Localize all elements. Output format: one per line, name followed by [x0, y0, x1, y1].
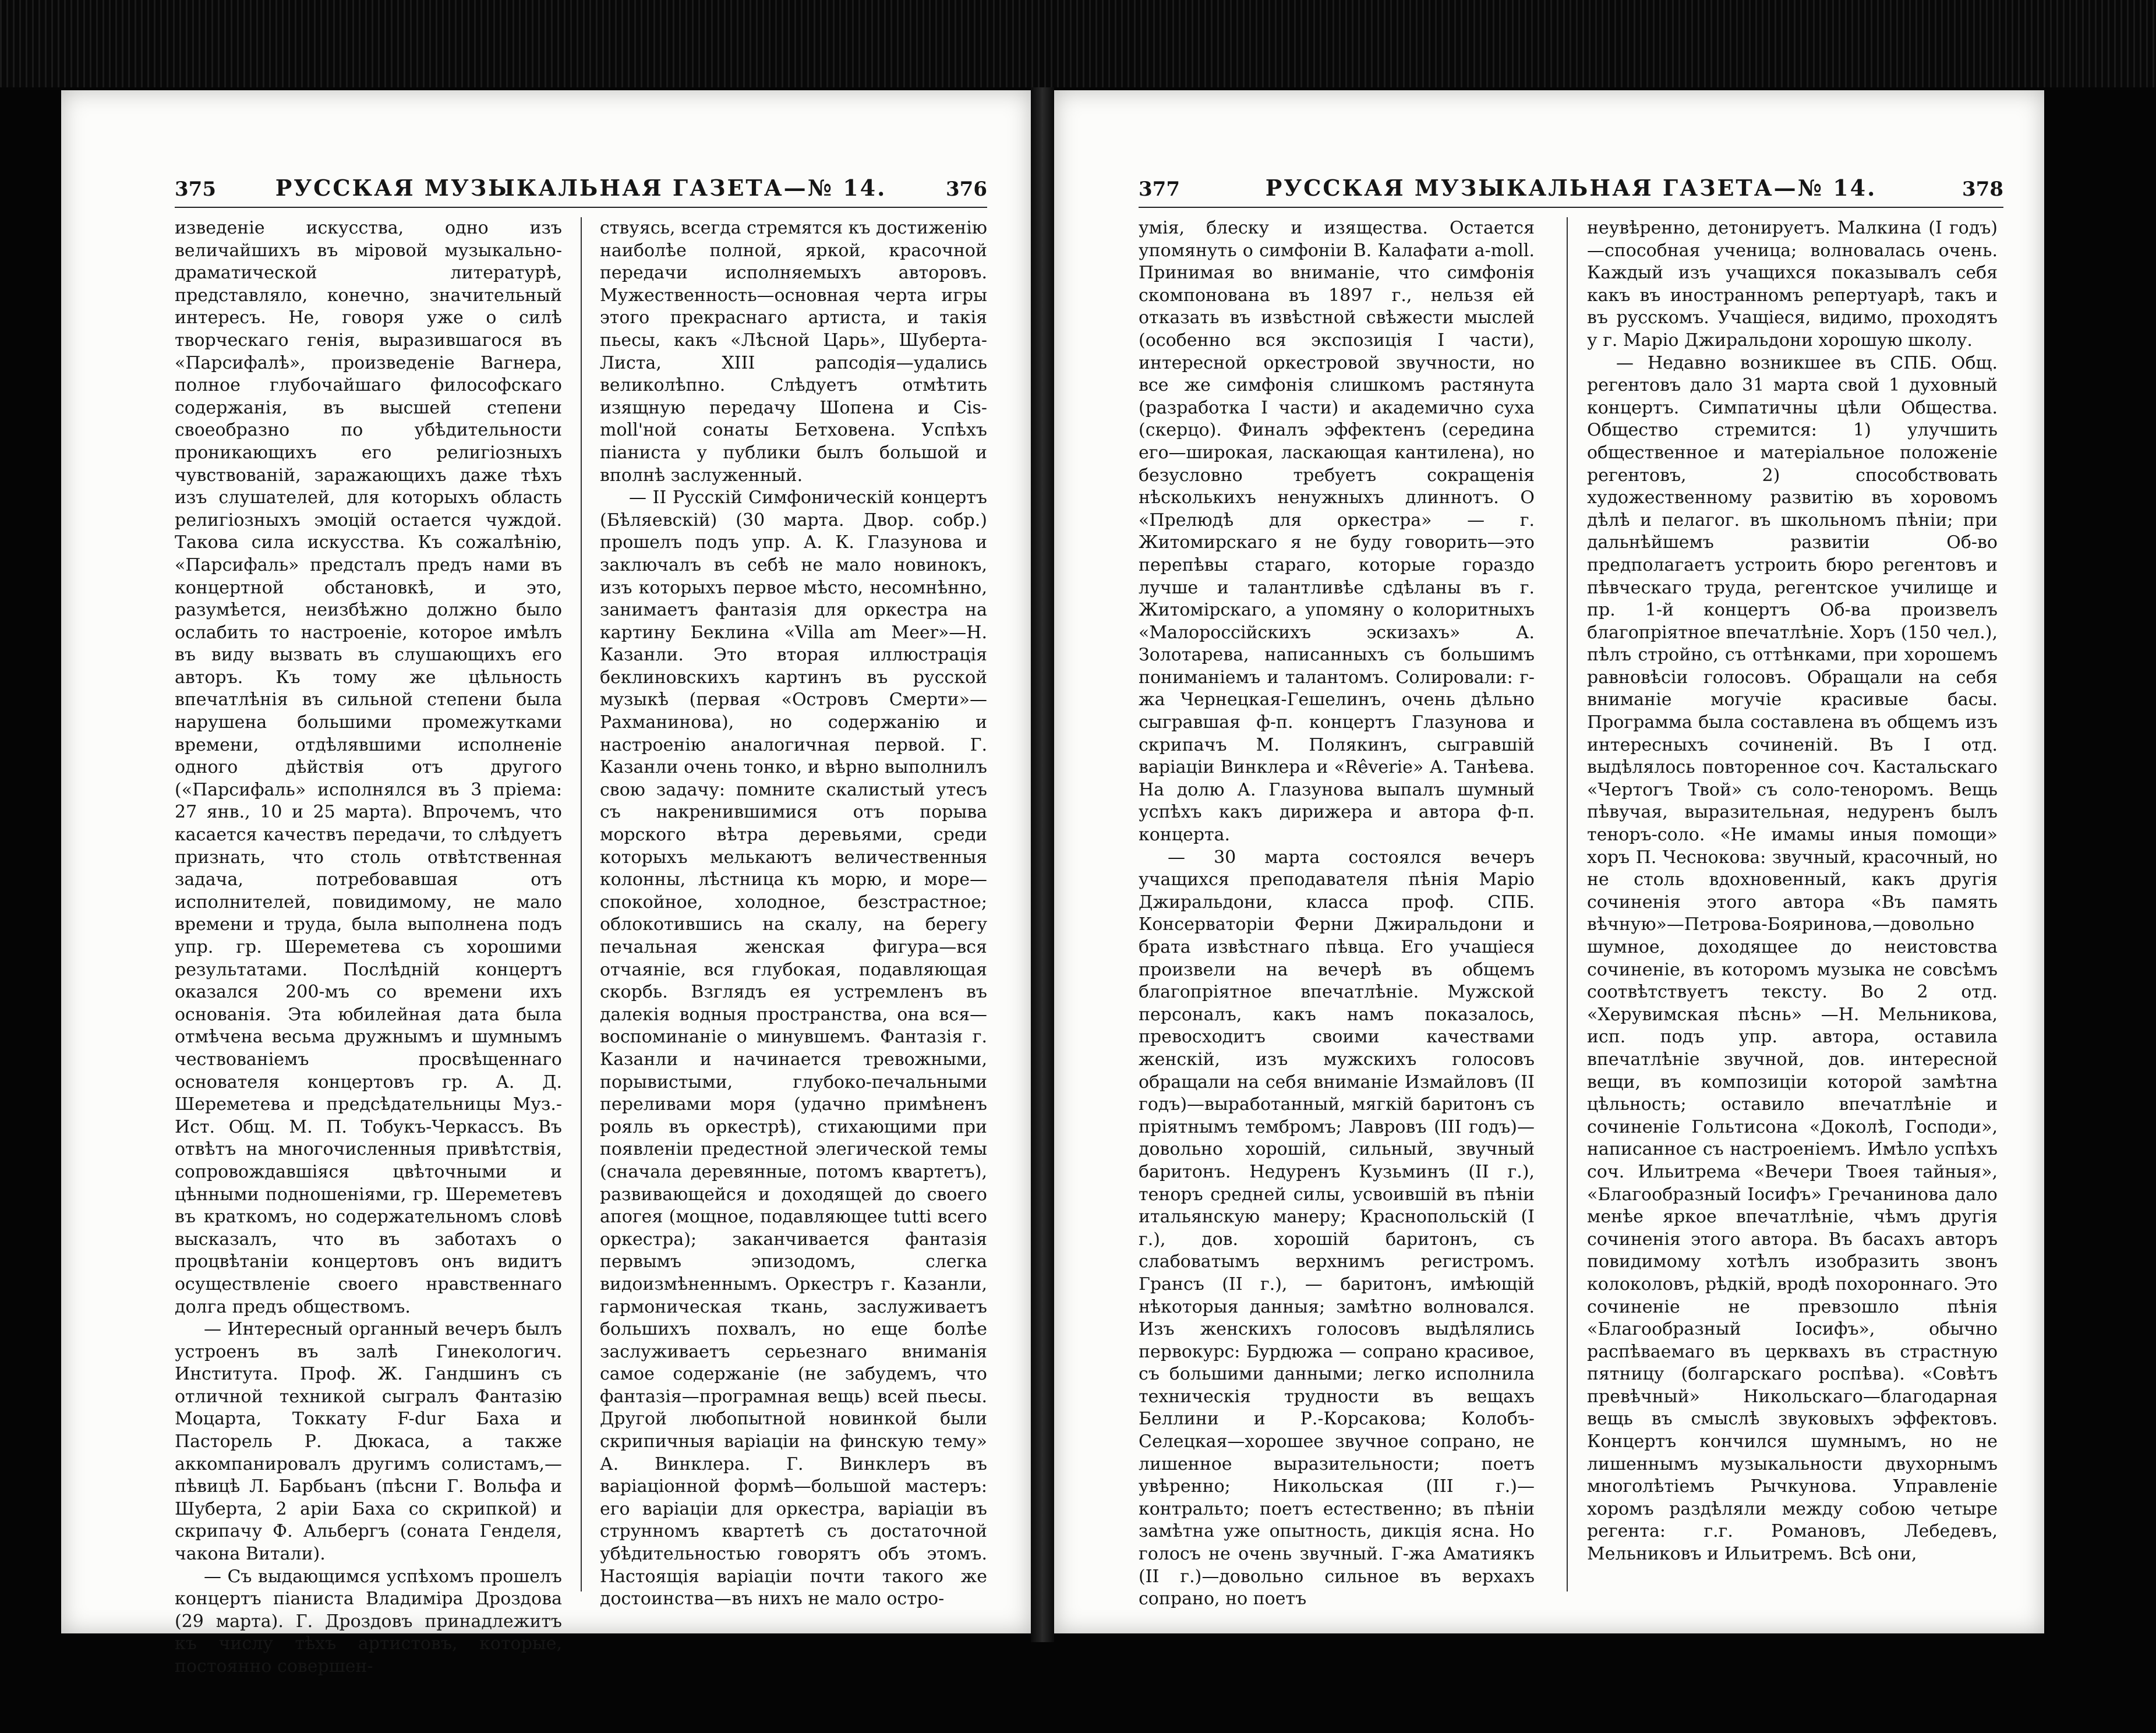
- paragraph: — Съ выдающимся успѣхомъ прошелъ концертъ піаниста Владиміра Дроздова (29 марта). Г. Дроздовъ принадлежитъ къ числу тѣхъ артистовъ, которые, постоянно совершен-: [175, 1566, 568, 1677]
- right-page-header: [1139, 160, 2003, 208]
- page-number-375: 375: [175, 178, 216, 201]
- column-page-375: [175, 217, 568, 1677]
- page-number-378: 378: [1962, 178, 2003, 201]
- paragraph: — Интересный органный вечеръ былъ устроенъ въ залѣ Гинекологич. Института. Проф. Ж. Гандшинъ съ отличной техникой сыгралъ Фантазію Моцарта, Токкату F-dur Баха и Пасторель Р. Дюкаса, а также аккомпанировалъ другимъ солистамъ,—пѣвицѣ Л. Барбьанъ (пѣсни Г. Вольфа и Шуберта, 2 аріи Баха со скрипкой) и скрипачу Ф. Альбергъ (соната Генделя, чакона Витали).: [175, 1319, 568, 1565]
- page-number-376: 376: [946, 178, 987, 201]
- paragraph: — 30 марта состоялся вечеръ учащихся преподавателя пѣнія Маріо Джиральдони, класса проф. СПБ. Консерваторіи Ферни Джиральдони и брата извѣстнаго пѣвца. Его учащіеся произвели на вечерѣ въ общемъ благопріятное впечатлѣніе. Мужской персоналъ, какъ намъ показалось, превосходитъ своими качествами женскій, изъ мужскихъ голосовъ обращали на себя вниманіе Измайловъ (II годъ)—выработанный, мягкій баритонъ съ пріятнымъ тембромъ; Лавровъ (III годъ)—довольно хорошій, сильный, звучный баритонъ. Недуренъ Кузьминъ (II г.), теноръ средней силы, усвоившій въ пѣніи итальянскую манеру; Краснопольскій (I г.), дов. хорошій баритонъ, съ слабоватымъ верхнимъ регистромъ. Грансъ (II г.), — баритонъ, имѣющій нѣкоторыя данныя; замѣтно волновался. Изъ женскихъ голосовъ выдѣлялись первокурс: Бурдюжа — сопрано красивое, съ большими данными; легко исполнила техническія трудности въ вещахъ Беллини и Р.-Корсакова; Колобъ-Селецкая—хорошее звучное сопрано, не лишенное выразительности; поетъ увѣренно; Никольская (III г.)—контральто; поетъ естественно; въ пѣніи замѣтна уже опытность, дикція ясна. Но голосъ не очень звучный. Г-жа Аматиякъ (II г.)—довольно сильное въ верхахъ сопрано, но поетъ: [1139, 847, 1540, 1610]
- scan-border-top: [0, 0, 2156, 87]
- column-divider: [581, 217, 582, 1591]
- column-page-378: [1587, 217, 2003, 1591]
- left-page-header: [175, 160, 987, 208]
- paragraph: умія, блеску и изящества. Остается упомянуть о симфоніи В. Калафати a-moll. Принимая во вниманіе, что симфонія скомпонована въ 1897 г., нельзя ей отказать въ извѣстной свѣжести мыслей (особенно вся экспозиція I части), интересной оркестровой звучности, но все же симфонія слишкомъ растянута (разработка I части) и академично суха (скерцо). Финалъ эффектенъ (середина его—широкая, ласкающая кантилена), но безусловно требуетъ сокращенія нѣсколькихъ ненужныхъ длиннотъ. О «Прелюдѣ для оркестра» — г. Житомирскаго я не буду говорить—это перепѣвы стараго, которые гораздо лучше и талантливѣе сдѣланы въ г. Житомірскаго, а упомяну о колоритныхъ «Малороссійскихъ эскизахъ» А. Золотарева, написанныхъ съ большимъ пониманіемъ и талантомъ. Солировали: г-жа Чернецкая-Гешелинъ, очень дѣльно сыгравшая ф-п. концертъ Глазунова и скрипачъ М. Полякинъ, сыгравшій варіаціи Винклера и «Rêverie» А. Танѣева. На долю А. Глазунова выпалъ шумный успѣхъ какъ дирижера и автора ф-п. концерта.: [1139, 218, 1540, 846]
- paragraph: ствуясь, всегда стремятся къ достиженію наиболѣе полной, яркой, красочной передачи исполняемыхъ авторовъ. Мужественность—основная черта игры этого прекраснаго артиста, и такія пьесы, какъ «Лѣсной Царь», Шуберта-Листа, XIII рапсодія—удались великолѣпно. Слѣдуетъ отмѣтить изящную передачу Шопена и Cis-moll'ной сонаты Бетховена. Успѣхъ піаниста у публики былъ большой и вполнѣ заслуженный.: [600, 218, 993, 486]
- right-page-spread: [1054, 90, 2044, 1633]
- paragraph: — II Русскій Симфоническій концертъ (Бѣляевскій) (30 марта. Двор. собр.) прошелъ подъ упр. А. К. Глазунова и заключалъ въ себѣ не мало новинокъ, изъ которыхъ первое мѣсто, несомнѣнно, занимаетъ фантазія для оркестра на картину Беклина «Villa am Meer»—Н. Казанли. Это вторая иллюстрація беклиновскихъ картинъ въ русской музыкѣ (первая «Островъ Смерти»—Рахманинова), но содержанію и настроенію аналогичная первой. Г. Казанли очень тонко, и вѣрно выполнилъ свою задачу: помните скалистый утесъ съ накренившимися отъ порыва морского вѣтра деревьями, среди которыхъ мелькаютъ величественныя колонны, лѣстница къ морю, и море—спокойное, холодное, безстрастное; облокотившись на скалу, на берегу печальная женская фигура—вся отчаяніе, вся глубокая, подавляющая скорбь. Взглядъ ея устремленъ въ далекія водныя пространства, она вся—воспоминаніе о минувшемъ. Фантазія г. Казанли и начинается тревожными, порывистыми, глубоко-печальными переливами моря (удачно примѣненъ рояль въ оркестрѣ), стихающими при появленіи предестной элегической темы (сначала деревянные, потомъ квартетъ), развивающейся и доходящей до своего апогея (мощное, подавляющее tutti всего оркестра); заканчивается фантазія первымъ эпизодомъ, слегка видоизмѣненнымъ. Оркестръ г. Казанли, гармоническая ткань, заслуживаетъ большихъ похвалъ, но еще болѣе заслуживаетъ серьезнаго вниманія самое содержаніе (не забудемъ, что фантазія—програмная вещь) всей пьесы. Другой любопытной новинкой были скрипичныя варіаціи на финскую тему» А. Винклера. Г. Винклеръ въ варіаціонной формѣ—большой мастеръ: его варіаціи для оркестра, варіаціи въ струнномъ квартетѣ съ достаточной убѣдительностью говорятъ объ этомъ. Настоящія варіаціи почти такого же достоинства—въ нихъ не мало остро-: [600, 487, 993, 1610]
- left-page-spread: [61, 90, 1031, 1677]
- newspaper-title-right: РУССКАЯ МУЗЫКАЛЬНАЯ ГАЗЕТА—№ 14.: [1265, 175, 1877, 201]
- column-divider: [1567, 217, 1568, 1591]
- column-page-376: [600, 217, 993, 1610]
- column-page-377: [1139, 217, 1540, 1610]
- paragraph: — Недавно возникшее въ СПБ. Общ. регентовъ дало 31 марта свой 1 духовный концертъ. Симпатичны цѣли Общества. Общество стремится: 1) улучшить общественное и матеріальное положеніе регентовъ, 2) способствовать художественному развитію въ хоровомъ дѣлѣ и пелагог. въ школьномъ пѣніи; при дальнѣйшемъ развитіи Об-во предполагаетъ устроить бюро регентовъ и пѣвческаго труда, регентское училище и пр. 1-й концертъ Об-ва произвелъ благопріятное впечатлѣніе. Хоръ (150 чел.), пѣлъ стройно, съ оттѣнками, при хорошемъ равновѣсіи голосовъ. Обращали на себя вниманіе могучіе красивые басы. Программа была составлена въ общемъ изъ интересныхъ сочиненій. Въ I отд. выдѣлялось повторенное соч. Кастальскаго «Чертогъ Твой» съ соло-теноромъ. Вещь пѣвучая, выразительная, недуренъ былъ теноръ-соло. «Не имамы иныя помощи» хоръ П. Чеснокова: звучный, красочный, но не столь вдохновенный, какъ другія сочиненія этого автора «Въ память вѣчную»—Петрова-Бояринова,—довольно шумное, доходящее до неистовства сочиненіе, въ которомъ музыка не совсѣмъ соотвѣтствуетъ тексту. Во 2 отд. «Херувимская пѣснь» —Н. Мельникова, исп. подъ упр. автора, оставила впечатлѣніе звучной, дов. интересной вещи, въ композиціи которой замѣтна цѣльность; оставило впечатлѣніе и сочиненіе Гольтисона «Доколѣ, Господи», написанное съ настроеніемъ. Имѣло успѣхъ соч. Ильитрема «Вечери Твоея тайныя», «Благообразный Іосифъ» Гречанинова дало менѣе яркое впечатлѣніе, чѣмъ другія сочиненія этого автора. Въ басахъ авторъ повидимому хотѣлъ изобразить звонъ колоколовъ, рѣдкій, вродѣ похороннаго. Это сочиненіе не превзошло пѣнія «Благообразный Іосифъ», обычно распѣваемаго въ церквахъ въ страстную пятницу (болгарскаго роспѣва). «Совѣтъ превѣчный» Никольскаго—благодарная вещь въ смыслѣ звуковыхъ эффектовъ. Концертъ кончился шумнымъ, но не лишеннымъ музыкальности двухорнымъ многолѣтіемъ Рычкунова. Управленіе хоромъ раздѣляли между собою четыре регента: г.г. Романовъ, Лебедевъ, Мельниковъ и Ильитремъ. Всѣ они,: [1587, 352, 2003, 1565]
- book-gutter: [1031, 87, 1054, 1642]
- page-number-377: 377: [1139, 178, 1180, 201]
- paragraph: изведеніе искусства, одно изъ величайшихъ въ міровой музыкально-драматической литературѣ, представляло, конечно, значительный интересъ. Не, говоря уже о силѣ творческаго генія, выразившагося въ «Парсифалѣ», произведеніе Вагнера, полное глубочайшаго философскаго содержанія, въ высшей степени своеобразно по убѣдительности проникающихъ его религіозныхъ чувствованій, заражающихъ даже тѣхъ изъ слушателей, для которыхъ область религіозныхъ эмоцій остается чуждой. Такова сила искусства. Къ сожалѣнію, «Парсифаль» предсталъ предъ нами въ концертной обстановкѣ, и это, разумѣется, неизбѣжно должно было ослабить то настроеніе, которое имѣлъ въ виду вызвать въ слушающихъ его авторъ. Къ тому же цѣльность впечатлѣнія въ сильной степени была нарушена большими промежутками времени, отдѣлявшими исполненіе одного дѣйствія отъ другого («Парсифаль» исполнялся въ 3 пріема: 27 янв., 10 и 25 марта). Впрочемъ, что касается качествъ передачи, то слѣдуетъ признать, что столь отвѣтственная задача, потребовавшая отъ исполнителей, повидимому, не мало времени и труда, была выполнена подъ упр. гр. Шереметева съ хорошими результатами. Послѣдній концертъ оказался 200-мъ со времени ихъ основанія. Эта юбилейная дата была отмѣчена весьма дружнымъ и шумнымъ чествованіемъ просвѣщеннаго основателя концертовъ гр. А. Д. Шереметева и предсѣдательницы Муз.-Ист. Общ. М. П. Тобукъ-Черкассъ. Въ отвѣтъ на многочисленныя привѣтствія, сопровождавшіяся цвѣточными и цѣнными подношеніями, гр. Шереметевъ въ краткомъ, но содержательномъ словѣ высказалъ, что въ заботахъ о процвѣтаніи концертовъ онъ видитъ осуществленіе своего нравственнаго долга предъ обществомъ.: [175, 218, 568, 1317]
- newspaper-title-left: РУССКАЯ МУЗЫКАЛЬНАЯ ГАЗЕТА—№ 14.: [275, 175, 887, 201]
- paragraph: неувѣренно, детонируетъ. Малкина (I годъ)—способная ученица; волновалась очень. Каждый изъ учащихся показывалъ себя какъ въ иностранномъ репертуарѣ, такъ и въ русскомъ. Учащіеся, видимо, проходятъ у г. Маріо Джиральдони хорошую школу.: [1587, 218, 2003, 351]
